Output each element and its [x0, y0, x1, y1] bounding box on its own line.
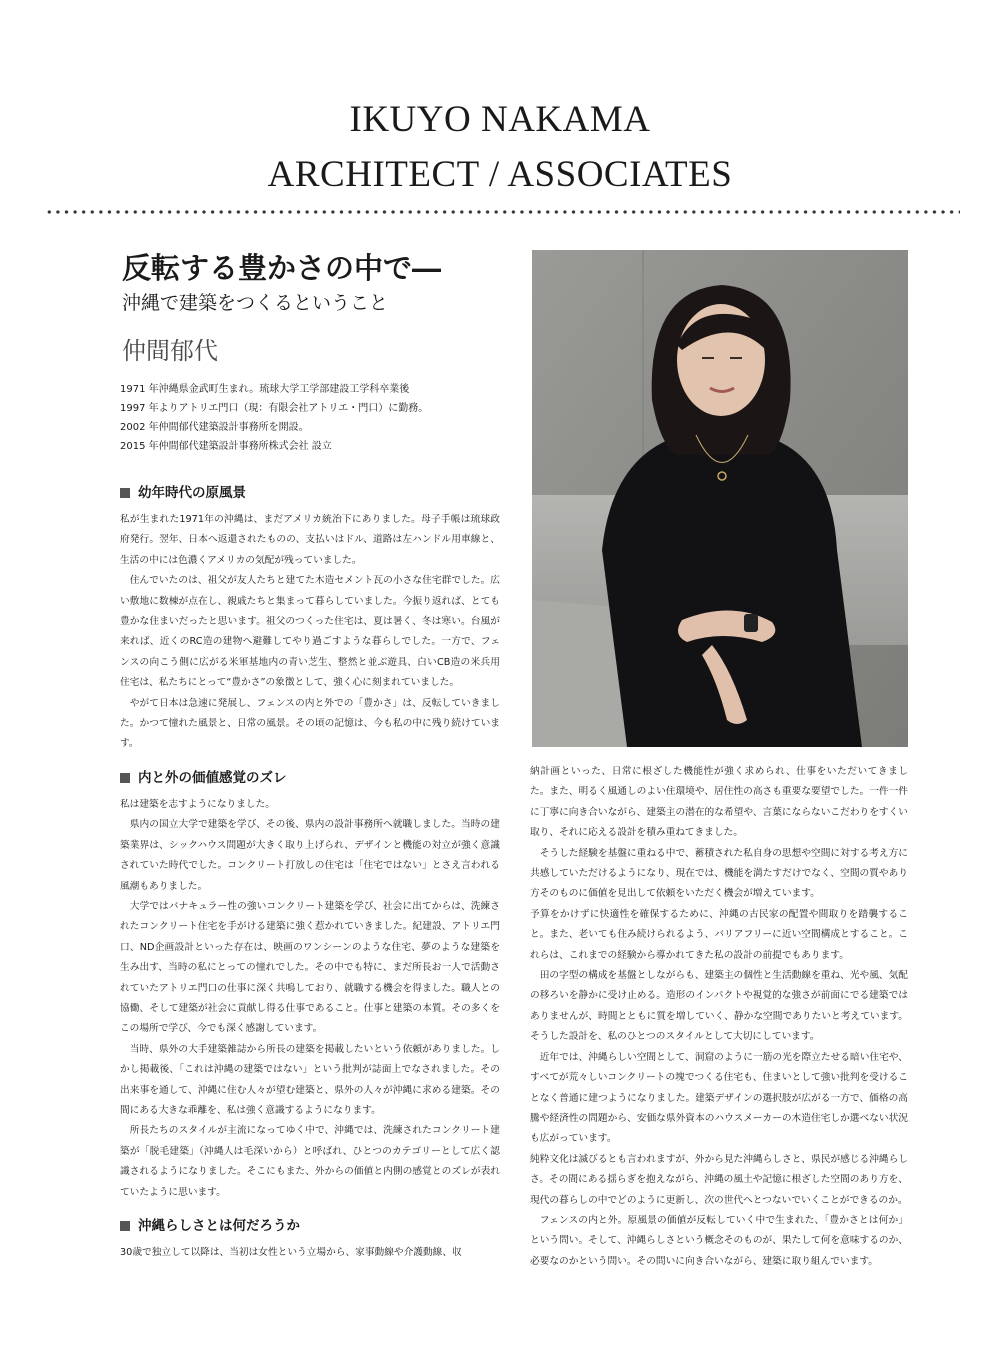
bio-line: 1997 年よりアトリエ門口（現：有限会社アトリエ・門口）に勤務。	[120, 403, 429, 414]
section-heading-text: 内と外の価値感覚のズレ	[138, 769, 287, 786]
paragraph: 当時、県外の大手建築雑誌から所長の建築を掲載したいという依頼がありました。しかし掲載後、「これは沖縄の建築ではない」という批判が誌面上でなされました。その出来事を通して、沖縄に住む人々が望む建築と、県外の人々が沖縄に求める建築。その間にある大きな乖離を、私は強く意識するようになります。	[120, 1043, 500, 1116]
paragraph: 納計画といった、日常に根ざした機能性が強く求められ、仕事をいただいてきました。また、明るく風通しのよい住環境や、居住性の高さも重要な要望でした。一件一件に丁寧に向き合いながら、建築主の潜在的な希望や、言葉にならないこだわりをすくい取り、それに応える設計を積み重ねてきました。	[530, 766, 908, 839]
left-column	[120, 250, 500, 1263]
section-heading	[120, 482, 500, 504]
bio-line: 2002 年仲間郁代建築設計事務所を開設。	[120, 422, 309, 433]
square-bullet-icon	[120, 488, 130, 498]
section-body	[120, 795, 500, 1203]
portrait-illustration	[532, 250, 908, 747]
section-body	[120, 1243, 500, 1263]
author-name: 仲間郁代	[122, 337, 218, 365]
article-title: 反転する豊かさの中で―	[122, 251, 442, 285]
paragraph: 近年では、沖縄らしい空間として、洞窟のように一筋の光を際立たせる暗い住宅や、すべてが荒々しいコンクリートの塊でつくる住宅も、住まいとして強い批判を受けることなく普通に建つようになりました。建築デザインの選択肢が広がる一方で、価格の高騰や経済性の問題から、安価な県外資本のハウスメーカーの木造住宅しか選べない状況も広がっています。	[530, 1051, 908, 1145]
square-bullet-icon	[120, 1221, 130, 1231]
paragraph: 田の字型の構成を基盤としながらも、建築主の個性と生活動線を重ね、光や風、気配の移ろいを静かに受け止める。造形のインパクトや視覚的な強さが前面にでる建築ではありませんが、時間とともに質を増していく、静かな空間でありたいと考えています。そうした設計を、私のひとつのスタイルとして大切にしています。	[530, 970, 908, 1043]
section-body	[120, 510, 500, 755]
paragraph: 純粋文化は滅びるとも言われますが、外から見た沖縄らしさと、県民が感じる沖縄らしさ。その間にある揺らぎを抱えながら、沖縄の風土や記憶に根ざした空間のあり方を、現代の暮らしの中でどのように更新し、次の世代へとつないでいくことができるのか。	[530, 1153, 908, 1206]
author-bio	[120, 380, 500, 456]
right-column	[530, 762, 908, 1272]
paragraph: そうした経験を基盤に重ねる中で、蓄積された私自身の思想や空間に対する考え方に共感していただけるようになり、現在では、機能を満たすだけでなく、空間の質やあり方そのものに価値を見出して依頼をいただく機会が増えています。	[530, 847, 908, 900]
paragraph: やがて日本は急速に発展し、フェンスの内と外での「豊かさ」は、反転していきました。かつて憧れた風景と、日常の風景。その頃の記憶は、今も私の中に残り続けています。	[120, 697, 500, 750]
masthead-line-2: ARCHITECT / ASSOCIATES	[267, 154, 733, 195]
paragraph: 県内の国立大学で建築を学び、その後、県内の設計事務所へ就職しました。当時の建築業界は、シックハウス問題が大きく取り上げられ、デザインと機能の対立が強く意識されていた時代でした。コンクリート打放しの住宅は「住宅ではない」とさえ言われる風潮もありました。	[120, 819, 500, 892]
paragraph: 予算をかけずに快適性を確保するために、沖縄の古民家の配置や間取りを踏襲すること。また、老いても住み続けられるよう、バリアフリーに近い空間構成とすること。これらは、これまでの経験から導かれてきた私の設計の前提でもあります。	[530, 908, 908, 961]
square-bullet-icon	[120, 773, 130, 783]
section-heading-text: 幼年時代の原風景	[138, 485, 246, 501]
paragraph: 住んでいたのは、祖父が友人たちと建てた木造セメント瓦の小さな住宅群でした。広い敷地に数棟が点在し、親戚たちと集まって暮らしていました。今振り返れば、とても豊かな住まいだったと思います。祖父のつくった住宅は、夏は暑く、冬は寒い。台風が来れば、近くのRC造の建物へ避難してやり過ごすような暮らしでした。一方で、フェンスの向こう側に広がる米軍基地内の青い芝生、整然と並ぶ遊具、白いCB造の米兵用住宅は、私たちにとって“豊かさ”の象徴として、強く心に刻まれていました。	[120, 575, 500, 689]
masthead	[0, 92, 1000, 202]
article-subtitle: 沖縄で建築をつくるということ	[122, 292, 389, 314]
masthead-line-1: IKUYO NAKAMA	[349, 99, 651, 140]
paragraph: フェンスの内と外。原風景の価値が反転していく中で生まれた、「豊かさとは何か」という問い。そして、沖縄らしさという概念そのものが、果たして何を意味するのか、必要なのかという問い。その問いに向き合いながら、建築に取り組んでいます。	[530, 1214, 908, 1267]
right-column-body	[530, 762, 908, 1272]
section-heading	[120, 767, 500, 789]
paragraph: 私は建築を志すようになりました。	[120, 798, 275, 810]
section-heading	[120, 1215, 500, 1237]
paragraph: 所長たちのスタイルが主流になってゆく中で、沖縄では、洗練されたコンクリート建築が「脱毛建築」（沖縄人は毛深いから）と呼ばれ、ひとつのカテゴリーとして広く認識されるようになりました。そこにもまた、外からの価値と内側の感覚とのズレが表れていたように思います。	[120, 1125, 500, 1198]
section-heading-text: 沖縄らしさとは何だろうか	[138, 1218, 300, 1234]
paragraph: 30歳で独立して以降は、当初は女性という立場から、家事動線や介護動線、収	[120, 1247, 462, 1258]
bio-line: 1971 年沖縄県金武町生まれ。琉球大学工学部建設工学科卒業後	[120, 384, 410, 395]
paragraph: 大学ではバナキュラー性の強いコンクリート建築を学び、社会に出てからは、洗練されたコンクリート住宅を手がける建築に強く惹かれていきました。紀建設、アトリエ門口、ND企画設計といった存在は、映画のワンシーンのような住宅、夢のような建築を生み出す、当時の私にとっての憧れでした。その中でも特に、まだ所長お一人で活動されていたアトリエ門口の仕事に深く共鳴しており、就職する機会を得ました。職人との協働、そして建築が社会に貢献し得る仕事であること。仕事と建築の本質。その多くをこの場所で学び、今でも深く感謝しています。	[120, 900, 500, 1035]
portrait-photo	[532, 250, 908, 747]
paragraph: 私が生まれた1971年の沖縄は、まだアメリカ統治下にありました。母子手帳は琉球政府発行。翌年、日本へ返還されたものの、支払いはドル、道路は左ハンドル用車線と、生活の中には色濃くアメリカの気配が残っていました。	[120, 514, 500, 566]
bio-line: 2015 年仲間郁代建築設計事務所株式会社 設立	[120, 441, 332, 452]
dotted-divider	[45, 209, 960, 215]
